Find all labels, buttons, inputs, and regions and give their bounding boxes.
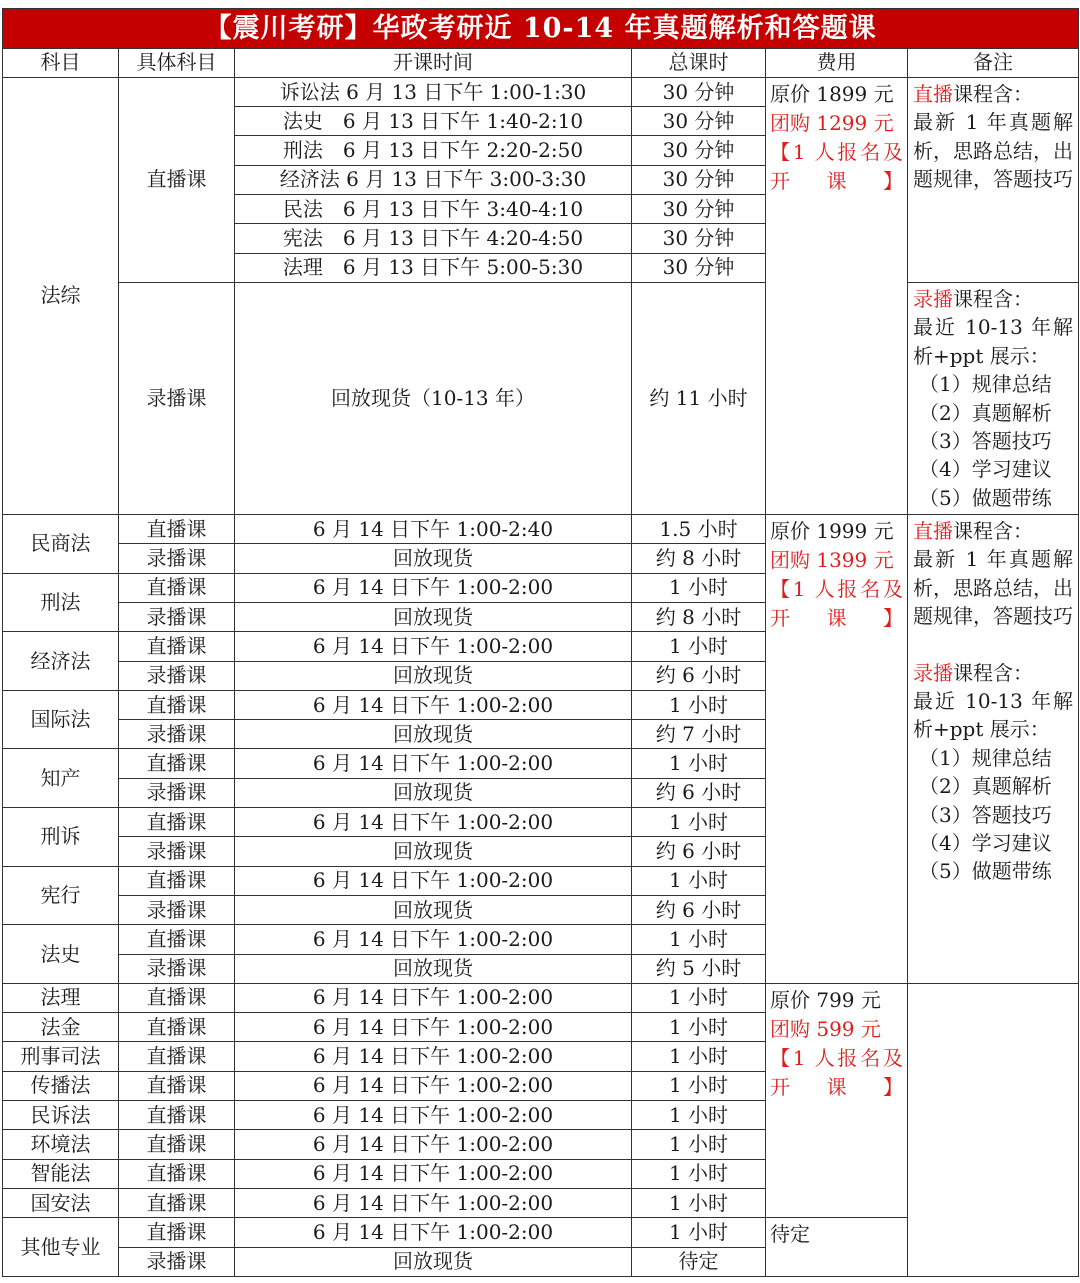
note-list-item: （5）做题带练 bbox=[919, 859, 1052, 884]
hours-cell: 1 小时 bbox=[632, 1013, 766, 1042]
subject-cell: 国际法 bbox=[3, 690, 119, 749]
hours-cell: 30 分钟 bbox=[632, 107, 766, 136]
course-type-cell: 直播课 bbox=[119, 573, 235, 602]
course-type-cell: 直播课 bbox=[119, 1101, 235, 1130]
note-list-item: （4）学习建议 bbox=[919, 457, 1052, 482]
fee-cell bbox=[766, 515, 908, 984]
subject-cell: 刑法 bbox=[3, 573, 119, 632]
recorded-note-heading bbox=[913, 285, 1073, 313]
table-body bbox=[3, 9, 1079, 1277]
hours-cell: 1.5 小时 bbox=[632, 515, 766, 544]
note-list-item: （3）答题技巧 bbox=[919, 802, 1052, 827]
fee-cell: 待定 bbox=[766, 1218, 908, 1277]
course-type-cell: 直播课 bbox=[119, 749, 235, 778]
session-time-cell: 6 月 14 日下午 1:00-2:00 bbox=[235, 1218, 632, 1247]
course-type-cell: 直播课 bbox=[119, 1013, 235, 1042]
course-type-cell: 录播课 bbox=[119, 778, 235, 807]
fee-cell bbox=[766, 77, 908, 514]
hours-cell: 1 小时 bbox=[632, 632, 766, 661]
column-header: 科目 bbox=[3, 48, 119, 77]
note-cell-empty bbox=[908, 983, 1079, 1276]
session-time-cell: 6 月 14 日下午 1:00-2:40 bbox=[235, 515, 632, 544]
recorded-keyword-rest: 课程含： bbox=[953, 286, 1033, 311]
note-list-item: （3）答题技巧 bbox=[919, 428, 1052, 453]
course-type-cell: 直播课 bbox=[119, 983, 235, 1012]
session-time-cell: 法理 6 月 13 日下午 5:00-5:30 bbox=[235, 253, 632, 282]
session-time-cell: 6 月 14 日下午 1:00-2:00 bbox=[235, 808, 632, 837]
course-type-cell: 录播课 bbox=[119, 1247, 235, 1276]
hours-cell: 1 小时 bbox=[632, 808, 766, 837]
subject-cell: 宪行 bbox=[3, 866, 119, 925]
course-type-cell: 直播课 bbox=[119, 1042, 235, 1071]
note-list-item: （2）真题解析 bbox=[919, 774, 1052, 799]
course-type-cell: 录播课 bbox=[119, 895, 235, 924]
course-type-cell: 直播课 bbox=[119, 1218, 235, 1247]
hours-cell: 约 8 小时 bbox=[632, 602, 766, 631]
course-type-cell: 直播课 bbox=[119, 77, 235, 282]
table-row bbox=[3, 9, 1079, 49]
hours-cell: 1 小时 bbox=[632, 573, 766, 602]
course-type-cell: 直播课 bbox=[119, 1159, 235, 1188]
session-time-cell: 民法 6 月 13 日下午 3:40-4:10 bbox=[235, 195, 632, 224]
hours-cell: 1 小时 bbox=[632, 925, 766, 954]
hours-cell: 1 小时 bbox=[632, 690, 766, 719]
paired-live-note-heading bbox=[913, 517, 1073, 545]
session-time-cell: 6 月 14 日下午 1:00-2:00 bbox=[235, 866, 632, 895]
session-time-cell: 6 月 14 日下午 1:00-2:00 bbox=[235, 983, 632, 1012]
hours-cell: 1 小时 bbox=[632, 1130, 766, 1159]
course-type-cell: 直播课 bbox=[119, 632, 235, 661]
session-time-cell: 6 月 14 日下午 1:00-2:00 bbox=[235, 1188, 632, 1217]
note-list-item: （5）做题带练 bbox=[919, 485, 1052, 510]
original-price: 原价 1899 元 bbox=[770, 81, 894, 106]
recorded-keyword: 录播 bbox=[913, 286, 953, 311]
subject-cell: 刑诉 bbox=[3, 808, 119, 867]
session-time-cell: 回放现货（10-13 年） bbox=[235, 282, 632, 514]
subject-cell: 法金 bbox=[3, 1013, 119, 1042]
hours-cell: 1 小时 bbox=[632, 1071, 766, 1100]
session-time-cell: 6 月 14 日下午 1:00-2:00 bbox=[235, 573, 632, 602]
session-time-cell: 回放现货 bbox=[235, 602, 632, 631]
course-type-cell: 直播课 bbox=[119, 1188, 235, 1217]
session-time-cell: 回放现货 bbox=[235, 1247, 632, 1276]
course-type-cell: 直播课 bbox=[119, 1130, 235, 1159]
column-header: 总课时 bbox=[632, 48, 766, 77]
session-time-cell: 6 月 14 日下午 1:00-2:00 bbox=[235, 632, 632, 661]
subject-cell: 传播法 bbox=[3, 1071, 119, 1100]
fee-cell bbox=[766, 983, 908, 1217]
subject-cell: 法理 bbox=[3, 983, 119, 1012]
hours-cell: 1 小时 bbox=[632, 1159, 766, 1188]
table-row bbox=[3, 515, 1079, 544]
course-type-cell: 录播课 bbox=[119, 544, 235, 573]
hours-cell: 1 小时 bbox=[632, 1042, 766, 1071]
hours-cell: 约 11 小时 bbox=[632, 282, 766, 514]
hours-cell: 待定 bbox=[632, 1247, 766, 1276]
subject-cell: 法史 bbox=[3, 925, 119, 984]
session-time-cell: 回放现货 bbox=[235, 720, 632, 749]
note-list-item: （4）学习建议 bbox=[919, 831, 1052, 855]
paired-recorded-note-heading bbox=[913, 659, 1073, 687]
session-time-cell: 6 月 14 日下午 1:00-2:00 bbox=[235, 1071, 632, 1100]
table-row bbox=[3, 48, 1079, 77]
promo-text: 【1 人报名及开课】 bbox=[770, 577, 903, 631]
hours-cell: 30 分钟 bbox=[632, 253, 766, 282]
hours-cell: 30 分钟 bbox=[632, 195, 766, 224]
session-time-cell: 回放现货 bbox=[235, 661, 632, 690]
paired-recorded-keyword: 录播 bbox=[913, 660, 953, 685]
hours-cell: 1 小时 bbox=[632, 983, 766, 1012]
group-price: 团购 1399 元 bbox=[770, 548, 894, 573]
session-time-cell: 6 月 14 日下午 1:00-2:00 bbox=[235, 1013, 632, 1042]
session-time-cell: 刑法 6 月 13 日下午 2:20-2:50 bbox=[235, 136, 632, 165]
hours-cell: 1 小时 bbox=[632, 1101, 766, 1130]
session-time-cell: 6 月 14 日下午 1:00-2:00 bbox=[235, 1130, 632, 1159]
note-list-item: （1）规律总结 bbox=[919, 745, 1052, 770]
note-cell bbox=[908, 515, 1079, 984]
hours-cell: 约 5 小时 bbox=[632, 954, 766, 983]
column-header: 具体科目 bbox=[119, 48, 235, 77]
table-row bbox=[3, 77, 1079, 106]
note-cell bbox=[908, 282, 1079, 514]
column-header: 费用 bbox=[766, 48, 908, 77]
session-time-cell: 宪法 6 月 13 日下午 4:20-4:50 bbox=[235, 224, 632, 253]
hours-cell: 1 小时 bbox=[632, 866, 766, 895]
paired-recorded-keyword-rest: 课程含： bbox=[953, 660, 1033, 685]
session-time-cell: 经济法 6 月 13 日下午 3:00-3:30 bbox=[235, 165, 632, 194]
live-keyword-rest: 课程含： bbox=[953, 81, 1033, 106]
course-type-cell: 直播课 bbox=[119, 866, 235, 895]
session-time-cell: 诉讼法 6 月 13 日下午 1:00-1:30 bbox=[235, 77, 632, 106]
promo-text: 【1 人报名及开课】 bbox=[770, 1045, 903, 1099]
hours-cell: 30 分钟 bbox=[632, 224, 766, 253]
subject-cell: 知产 bbox=[3, 749, 119, 808]
course-type-cell: 录播课 bbox=[119, 954, 235, 983]
table-row bbox=[3, 282, 1079, 514]
table-row bbox=[3, 983, 1079, 1012]
course-type-cell: 录播课 bbox=[119, 602, 235, 631]
course-type-cell: 直播课 bbox=[119, 515, 235, 544]
note-spacer bbox=[913, 631, 1073, 659]
hours-cell: 约 7 小时 bbox=[632, 720, 766, 749]
subject-cell: 环境法 bbox=[3, 1130, 119, 1159]
original-price: 原价 1999 元 bbox=[770, 519, 894, 544]
live-keyword: 直播 bbox=[913, 81, 953, 106]
session-time-cell: 回放现货 bbox=[235, 954, 632, 983]
course-type-cell: 直播课 bbox=[119, 1071, 235, 1100]
note-list-item: （2）真题解析 bbox=[919, 400, 1052, 425]
session-time-cell: 回放现货 bbox=[235, 837, 632, 866]
hours-cell: 约 6 小时 bbox=[632, 837, 766, 866]
course-type-cell: 录播课 bbox=[119, 720, 235, 749]
paired-live-note-body: 最新 1 年真题解析，思路总结，出题规律，答题技巧 bbox=[913, 547, 1074, 629]
session-time-cell: 6 月 14 日下午 1:00-2:00 bbox=[235, 925, 632, 954]
hours-cell: 1 小时 bbox=[632, 1218, 766, 1247]
note-cell bbox=[908, 77, 1079, 282]
session-time-cell: 6 月 14 日下午 1:00-2:00 bbox=[235, 690, 632, 719]
course-schedule-table bbox=[2, 8, 1079, 1277]
course-type-cell: 录播课 bbox=[119, 661, 235, 690]
hours-cell: 30 分钟 bbox=[632, 165, 766, 194]
paired-live-keyword-rest: 课程含： bbox=[953, 519, 1033, 544]
subject-cell: 国安法 bbox=[3, 1188, 119, 1217]
paired-recorded-note-body: 最近 10-13 年解析+ppt 展示： bbox=[913, 689, 1074, 742]
session-time-cell: 回放现货 bbox=[235, 544, 632, 573]
course-type-cell: 直播课 bbox=[119, 690, 235, 719]
hours-cell: 30 分钟 bbox=[632, 77, 766, 106]
column-header: 开课时间 bbox=[235, 48, 632, 77]
column-header: 备注 bbox=[908, 48, 1079, 77]
subject-cell: 民诉法 bbox=[3, 1101, 119, 1130]
hours-cell: 30 分钟 bbox=[632, 136, 766, 165]
promo-text: 【1 人报名及开课】 bbox=[770, 139, 903, 193]
subject-cell: 其他专业 bbox=[3, 1218, 119, 1277]
document-title: 【震川考研】华政考研近 10-14 年真题解析和答题课 bbox=[3, 9, 1079, 49]
subject-cell: 经济法 bbox=[3, 632, 119, 691]
subject-cell: 智能法 bbox=[3, 1159, 119, 1188]
course-type-cell: 录播课 bbox=[119, 837, 235, 866]
note-list-item: （1）规律总结 bbox=[919, 372, 1052, 397]
live-note-heading bbox=[913, 80, 1073, 108]
session-time-cell: 6 月 14 日下午 1:00-2:00 bbox=[235, 1042, 632, 1071]
session-time-cell: 6 月 14 日下午 1:00-2:00 bbox=[235, 749, 632, 778]
subject-cell: 刑事司法 bbox=[3, 1042, 119, 1071]
hours-cell: 约 6 小时 bbox=[632, 778, 766, 807]
session-time-cell: 回放现货 bbox=[235, 895, 632, 924]
course-type-cell: 直播课 bbox=[119, 925, 235, 954]
original-price: 原价 799 元 bbox=[770, 987, 881, 1012]
session-time-cell: 回放现货 bbox=[235, 778, 632, 807]
subject-cell: 民商法 bbox=[3, 515, 119, 574]
subject-cell: 法综 bbox=[3, 77, 119, 514]
course-type-cell: 直播课 bbox=[119, 808, 235, 837]
recorded-note-body: 最近 10-13 年解析+ppt 展示： bbox=[913, 315, 1074, 368]
group-price: 团购 599 元 bbox=[770, 1016, 881, 1041]
hours-cell: 约 8 小时 bbox=[632, 544, 766, 573]
group-price: 团购 1299 元 bbox=[770, 110, 894, 135]
hours-cell: 1 小时 bbox=[632, 749, 766, 778]
paired-live-keyword: 直播 bbox=[913, 519, 953, 544]
hours-cell: 约 6 小时 bbox=[632, 895, 766, 924]
session-time-cell: 6 月 14 日下午 1:00-2:00 bbox=[235, 1159, 632, 1188]
hours-cell: 约 6 小时 bbox=[632, 661, 766, 690]
live-note-body: 最新 1 年真题解析，思路总结，出题规律，答题技巧 bbox=[913, 110, 1074, 192]
session-time-cell: 6 月 14 日下午 1:00-2:00 bbox=[235, 1101, 632, 1130]
session-time-cell: 法史 6 月 13 日下午 1:40-2:10 bbox=[235, 107, 632, 136]
course-type-cell: 录播课 bbox=[119, 282, 235, 514]
hours-cell: 1 小时 bbox=[632, 1188, 766, 1217]
